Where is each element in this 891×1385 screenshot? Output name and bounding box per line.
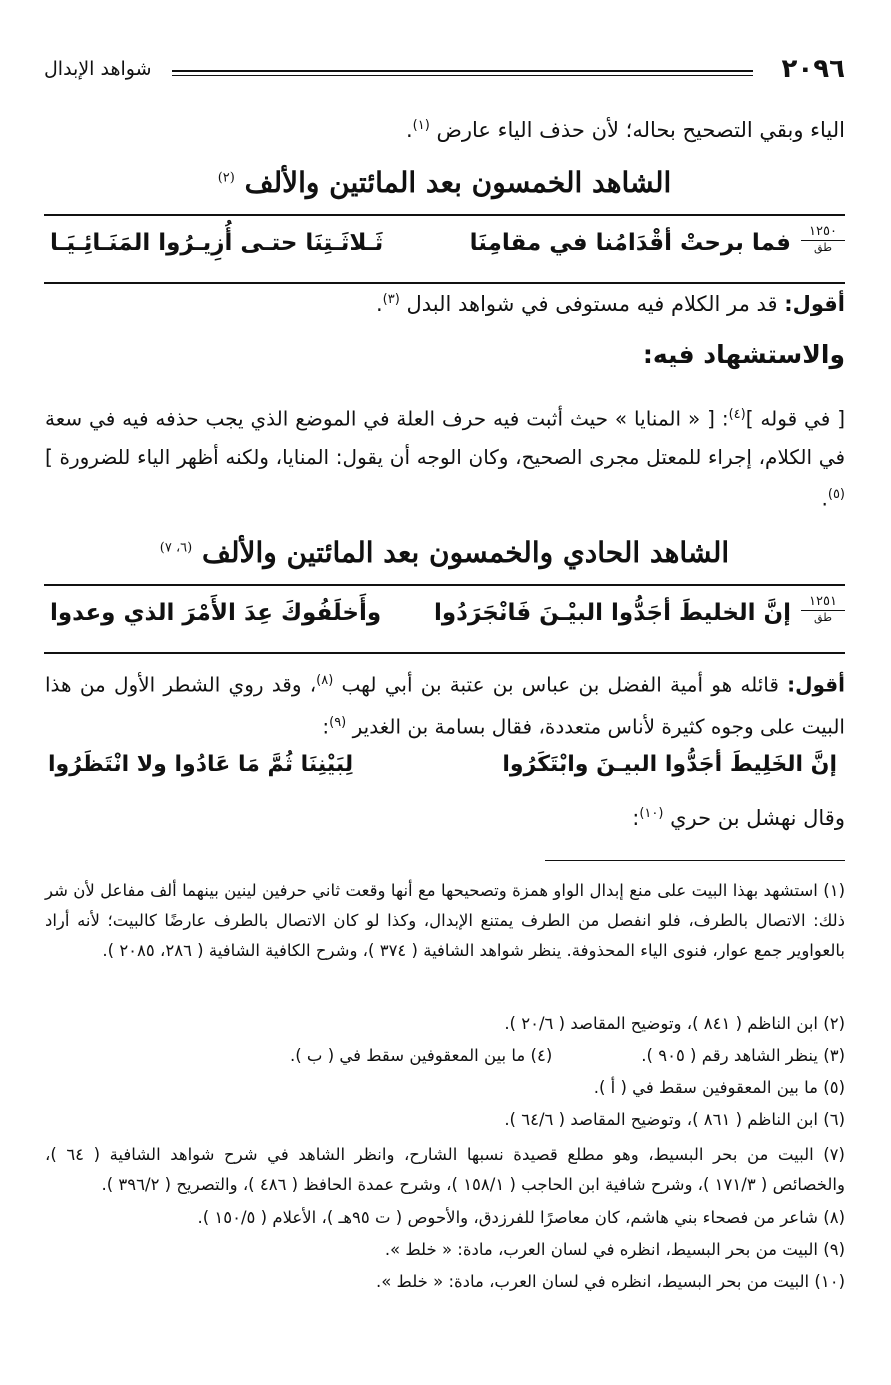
verse-first-hemistich: إنَّ الخليطَ أجَدُّوا البيْـنَ فَانْجَرَدُوا	[433, 600, 791, 626]
footnote-ref: (٦، ٧)	[159, 540, 193, 556]
verse-meter: طق	[814, 611, 832, 624]
verse-number-value: ١٢٥١	[801, 594, 845, 611]
footnote-3: (٣) ينظر الشاهد رقم ( ٩٠٥ ).	[641, 1046, 845, 1065]
aqwal-label: أقول:	[787, 672, 845, 697]
footnote-8: (٨) شاعر من فصحاء بني هاشم، كان معاصرًا للفرزدق، والأحوص ( ت ٩٥هـ )، الأعلام ( ١٥٠/٥ ).	[197, 1208, 845, 1227]
page-number: ٢٠٩٦	[781, 54, 845, 84]
header-rule-thin	[172, 75, 753, 76]
commentary-text: قائله هو أمية الفضل بن عباس بن عتبة بن أبي لهب	[341, 672, 779, 697]
footnote-ref: (٥)	[827, 486, 845, 502]
verse-number-value: ١٢٥٠	[801, 224, 845, 241]
verse-box	[44, 214, 845, 284]
commentary-paragraph	[45, 662, 845, 745]
header-rule	[172, 70, 753, 72]
footnote-ref: (٨)	[316, 673, 334, 688]
section-heading	[44, 536, 845, 569]
section-heading	[44, 166, 845, 199]
colon: :	[322, 714, 330, 739]
verse-number	[801, 594, 845, 624]
footnote-ref: (٣)	[382, 292, 400, 307]
verse-box	[44, 584, 845, 654]
nahshal-text: وقال نهشل بن حري	[670, 806, 845, 830]
poem-first-hemistich: إنَّ الخَلِيطَ أجَدُّوا البيـنَ وابْتَكَرُوا	[502, 752, 837, 777]
page-header	[44, 52, 845, 88]
heading-text: الشاهد الخمسون بعد المائتين والألف	[244, 166, 672, 199]
footnote-4: (٤) ما بين المعقوفين سقط في ( ب ).	[290, 1046, 553, 1065]
istishhad-text: : [ « المنايا » حيث أثبت فيه حرف العلة في الموضع الذي يجب حذفه فيه في سعة في الكلام، إجراء للمعتل مجرى الصحيح، وكان الوجه أن يقول: المنايا، ولكنه أظهر الياء للضرورة ]	[45, 406, 845, 469]
aqwal-label: أقول:	[784, 292, 845, 316]
continuation-text: الياء وبقي التصحيح بحاله؛ لأن حذف الياء عارض	[436, 118, 845, 142]
verse-first-hemistich: فما برحتْ أقْدَامُنا في مقامِنَا	[469, 230, 791, 256]
footnote-7: (٧) البيت من بحر البسيط، وهو مطلع قصيدة نسبها الشارح، وانظر الشاهد في شرح شواهد الشافية ( ٦٤ )، والخصائص ( ١٧١/٣ )، وشرح شافية ابن الحاجب ( ١٥٨/١ )، وشرح عمدة الحافظ ( ٤٨٦ )، والتصريح ( ٣٩٦/٢ ).	[45, 1145, 845, 1194]
footnote-10: (١٠) البيت من بحر البسيط، انظره في لسان العرب، مادة: « خلط ».	[375, 1272, 845, 1291]
nahshal-line	[632, 806, 845, 830]
footnote-9: (٩) البيت من بحر البسيط، انظره في لسان العرب، مادة: « خلط ».	[384, 1240, 845, 1259]
verse-second-hemistich: وأَخلَفُوكَ عِدَ الأَمْرَ الذي وعدوا	[50, 600, 382, 626]
istishhad-paragraph: [ في قوله ]$^{(٤)}$: [ « المنايا » حيث أثبت فيه حرف العلة في الموضع الذي يجب حذفه فيه في سعة في الكلام، إجراء للمعتل مجرى الصحيح، وكان الوجه أن يقول: المنايا، ولكنه أظهر الياء للضرورة ] $^{(٥)}$.	[45, 406, 845, 511]
commentary-text: ، وقد روي الشطر الأول من هذا البيت على وجوه كثيرة لأناس متعددة، فقال بسامة بن الغدير	[45, 672, 845, 739]
footnote-ref: (٩)	[329, 714, 347, 730]
footnote-ref: (٢)	[217, 170, 235, 186]
istishhad-intro: [ في قوله ]	[745, 406, 845, 431]
footnote-5: (٥) ما بين المعقوفين سقط في ( أ ).	[593, 1078, 845, 1097]
continuation-line: الياء وبقي التصحيح بحاله؛ لأن حذف الياء عارض $^{(١)}$.	[405, 118, 845, 142]
verse-meter: طق	[814, 241, 832, 254]
heading-text: الشاهد الحادي والخمسون بعد المائتين والألف	[201, 536, 730, 569]
istishhad-heading: والاستشهاد فيه:	[642, 340, 845, 369]
verse-second-hemistich: ثَـلاثَـتِنَا حتـى أُزِيـرُوا المَنَـائِـيَـا	[50, 230, 384, 256]
footnote-ref: (١٠)	[639, 806, 664, 821]
footnote-2: (٢) ابن الناظم ( ٨٤١ )، وتوضيح المقاصد ( ٢٠/٦ ).	[504, 1014, 845, 1033]
colon: :	[632, 806, 640, 830]
running-title: شواهد الإبدال	[44, 58, 152, 80]
commentary-line: أقول: قد مر الكلام فيه مستوفى في شواهد البدل $^{(٣)}$.	[375, 292, 845, 316]
footnote-1: (١) استشهد بهذا البيت على منع إبدال الواو همزة وتصحيحها مع أنها وقعت ثاني حرفين لينين بينهما ألف مفاعل لأن شر ذلك: الاتصال بالطرف، فلو انفصل من الطرف يمتنع الإبدال، وكذا لو كان الاتصال بالطرف عارضًا كالبيت؛ لأنه أراد بالعواوير جمع عوار، فنوى الياء المحذوفة. ينظر شواهد الشافية ( ٣٧٤ )، وشرح الكافية الشافية ( ٢٨٦، ٢٠٨٥ ).	[45, 881, 845, 960]
footnote-separator	[545, 860, 845, 861]
verse-number	[801, 224, 845, 254]
commentary-text: قد مر الكلام فيه مستوفى في شواهد البدل	[406, 292, 778, 316]
footnote-6: (٦) ابن الناظم ( ٨٦١ )، وتوضيح المقاصد ( ٦٤/٦ ).	[504, 1110, 845, 1129]
poem-second-hemistich: لِبَيْنِنَا ثُمَّ مَا عَادُوا ولا انْتَظَرُوا	[48, 752, 354, 777]
footnote-ref: (٤)	[728, 407, 746, 422]
footnote-ref: (١)	[412, 118, 430, 133]
